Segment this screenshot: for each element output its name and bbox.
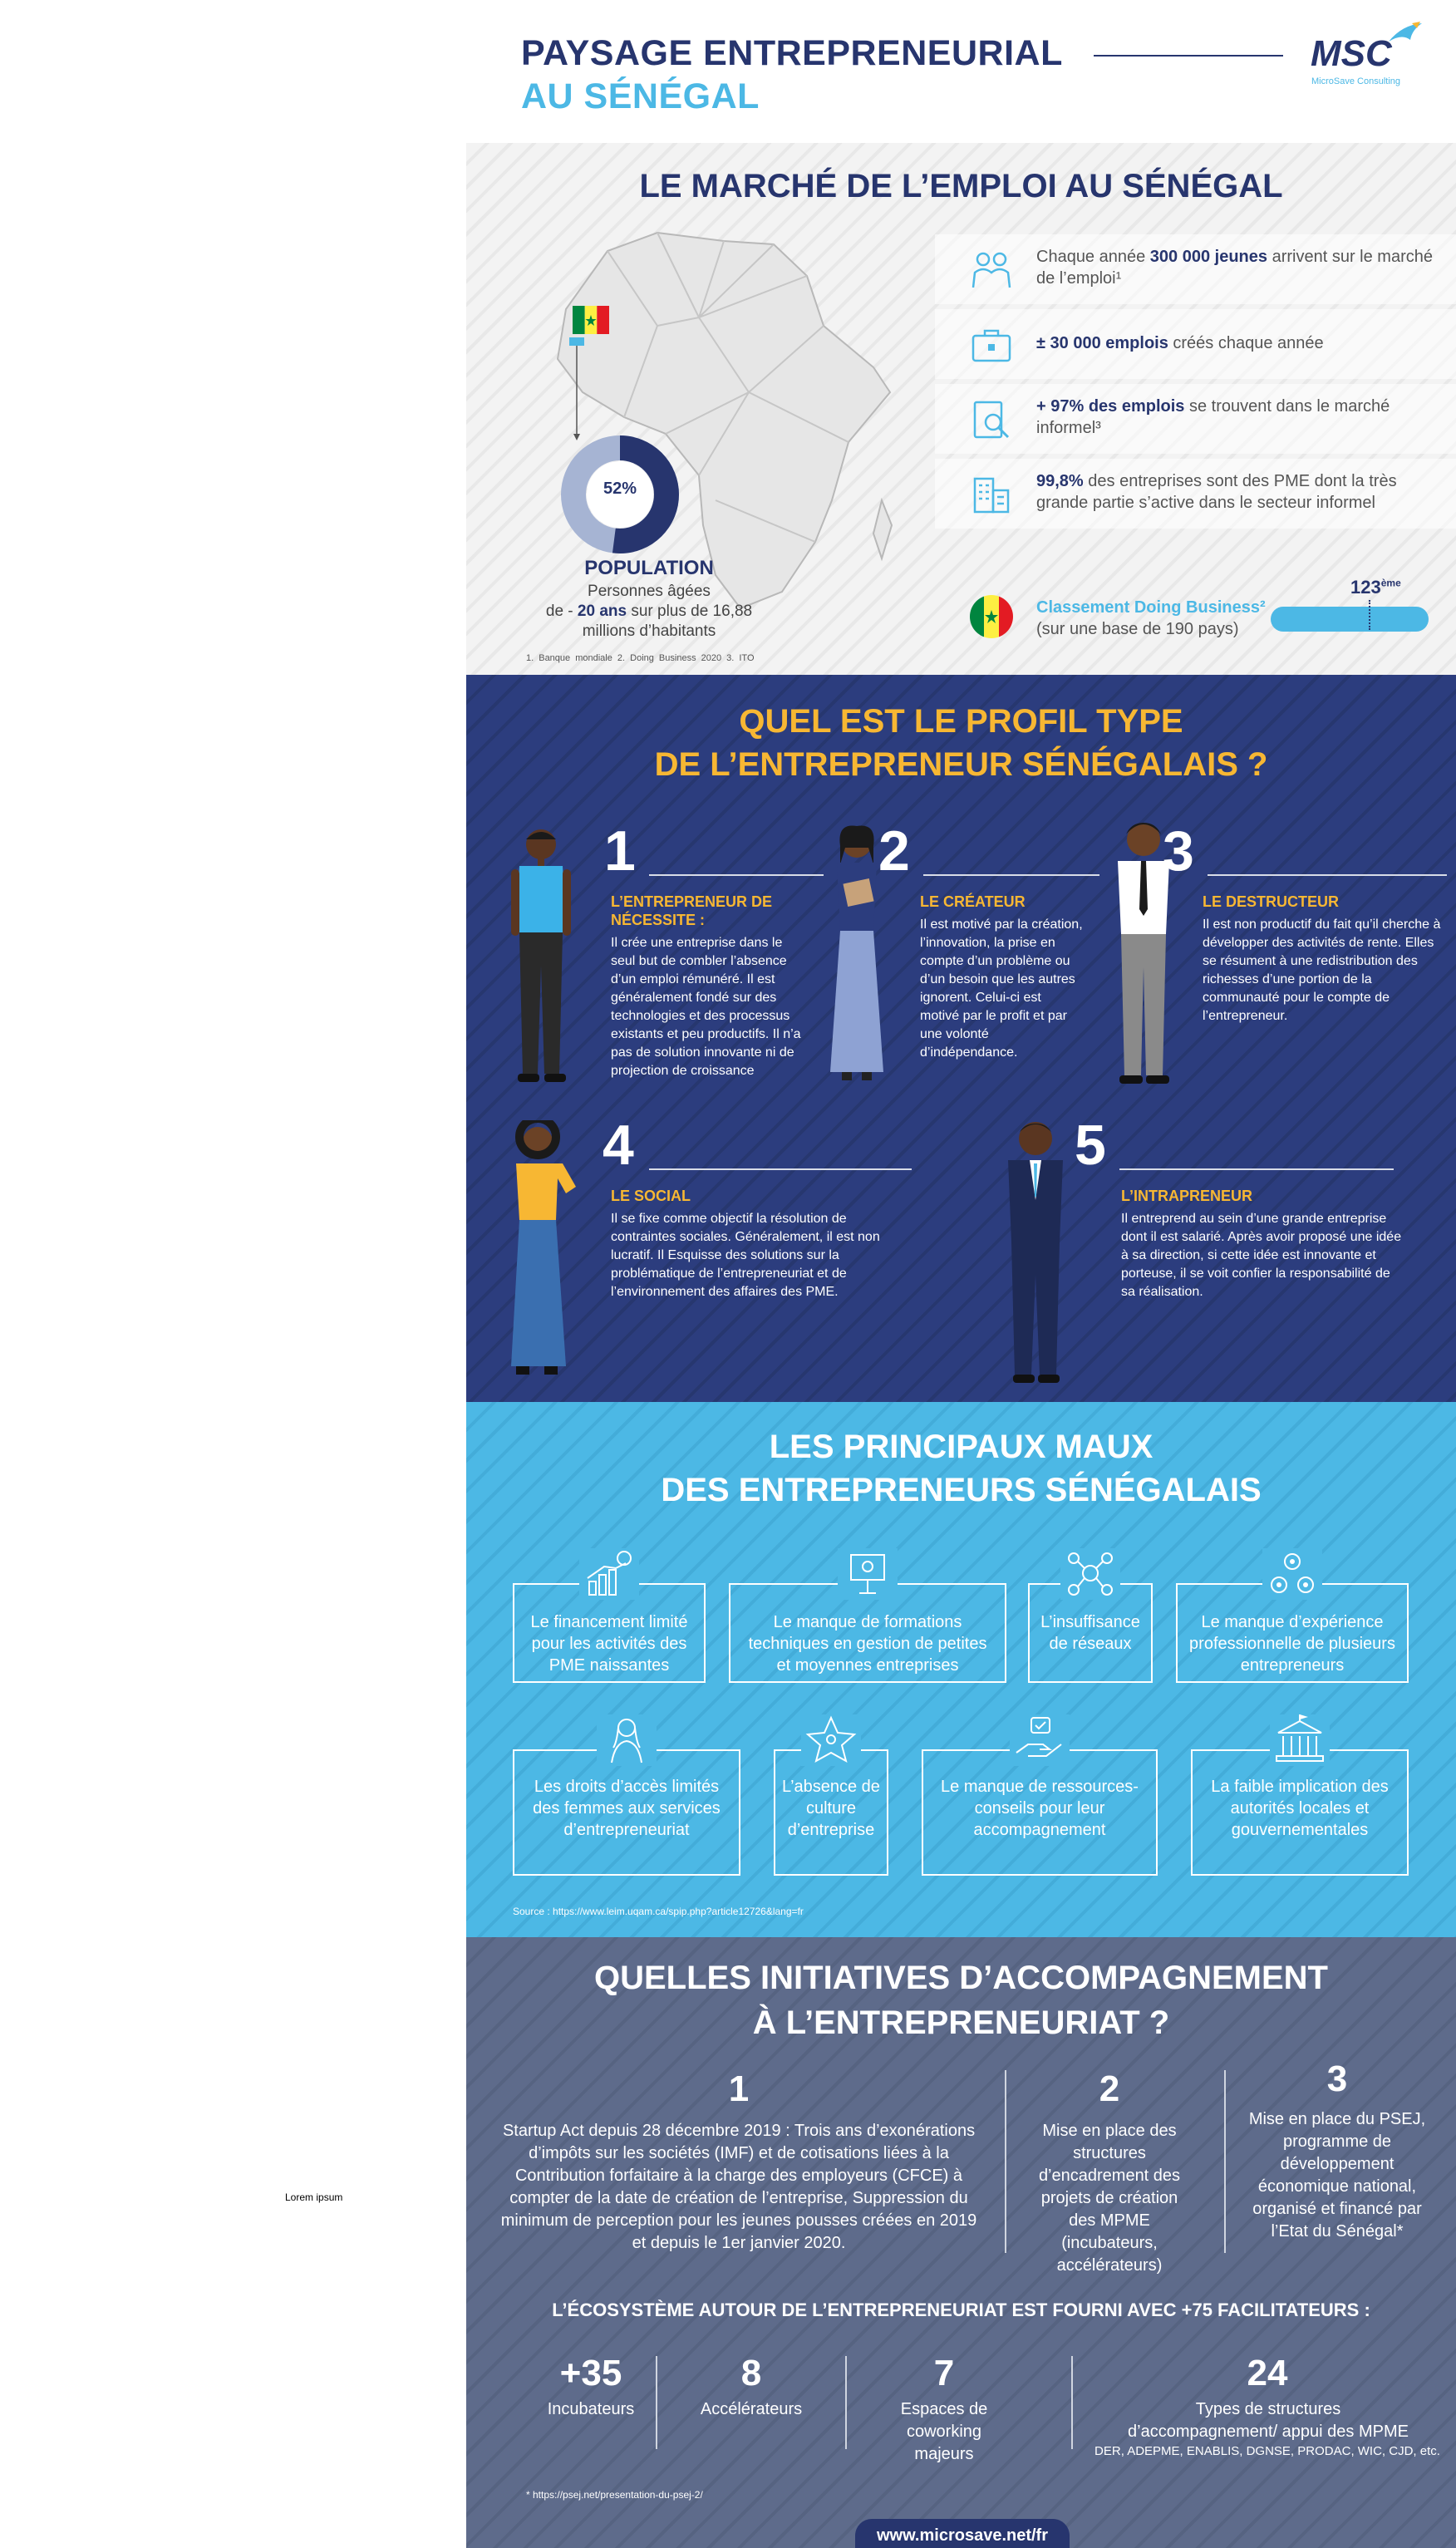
star-person-icon: [801, 1714, 861, 1766]
profile-title: L’INTRAPRENEUR: [1121, 1188, 1253, 1204]
logo-subtitle: MicroSave Consulting: [1311, 76, 1400, 86]
stat-text: [1036, 332, 1435, 354]
stray-label: Lorem ipsum: [285, 2191, 343, 2203]
man-casual-figure: [508, 824, 574, 1090]
initiative-description: Mise en place du PSEJ, programme de développement économique national, organisé et financé par l’Etat du Sénégal*: [1248, 2110, 1426, 2241]
initiatives-title-line2: À L’ENTREPRENEURIAT ?: [752, 2004, 1170, 2041]
stat-text: [1036, 396, 1435, 439]
ill-advisory-resources: [922, 1749, 1158, 1876]
people-icon: [968, 248, 1015, 294]
ill-business-culture: [774, 1749, 888, 1876]
initiative-divider: [1224, 2070, 1226, 2253]
stat-highlight: ± 30 000 emplois: [1036, 334, 1168, 352]
stat-young-arrivals: [935, 234, 1456, 304]
donut-percent-label: 52%: [603, 480, 637, 498]
section-profiles: [466, 675, 1456, 1402]
facilitator-label: Accélérateurs: [700, 2400, 803, 2418]
stat-highlight: 300 000 jeunes: [1149, 248, 1268, 266]
profile-number: 5: [1075, 1114, 1106, 1177]
initiative-description: Mise en place des structures d’encadrement des projets de création des MPME (incubateurs, accélérateurs): [1038, 2122, 1181, 2275]
ill-government: [1191, 1749, 1409, 1876]
initiatives-title-line1: QUELLES INITIATIVES D’ACCOMPAGNEMENT: [594, 1960, 1328, 1996]
briefcase-icon: [968, 322, 1015, 369]
profile-description: Il est motivé par la création, l’innovation, la prise en compte d’un problème ou d’un besoin que les autres ignorent. Celui-ci est motivé par le profit et par une volonté d’indépendance.: [920, 917, 1083, 1060]
ill-training: [729, 1583, 1006, 1683]
rank-suffix: ème: [1380, 577, 1401, 589]
ills-source: Source : https://www.leim.uqam.ca/spip.php?article12726&lang=fr: [513, 1906, 804, 1917]
ill-label: Les droits d’accès limités des femmes aux services d’entrepreneuriat: [533, 1778, 721, 1839]
stat-post: créés chaque année: [1168, 334, 1324, 352]
buildings-icon: [968, 472, 1015, 519]
section-title-profiles: [466, 700, 1456, 786]
presentation-board-icon: [838, 1548, 898, 1600]
doing-business-subtitle: (sur une base de 190 pays): [1036, 620, 1239, 638]
woman-social-figure: [499, 1120, 583, 1386]
stat-sme-share: [935, 459, 1456, 529]
profile-title: LE DESTRUCTEUR: [1203, 893, 1340, 910]
profile-divider: [923, 874, 1099, 876]
population-desc-line1: Personnes âgées: [588, 583, 711, 600]
facilitator-label: Incubateurs: [547, 2400, 635, 2418]
ill-label: L’absence de culture d’entreprise: [782, 1778, 880, 1839]
profile-number: 2: [878, 819, 910, 883]
population-title: POPULATION: [584, 557, 714, 579]
ill-networks: [1028, 1583, 1153, 1683]
ills-title-line2: DES ENTREPRENEURS SÉNÉGALAIS: [661, 1472, 1262, 1508]
profiles-title-line2: DE L’ENTREPRENEUR SÉNÉGALAIS ?: [654, 746, 1268, 783]
facilitator-number: 8: [740, 2353, 762, 2393]
ills-title-line1: LES PRINCIPAUX MAUX: [769, 1429, 1153, 1465]
facilitator-label: Espaces de coworking majeurs: [900, 2400, 988, 2463]
ill-financing: [513, 1583, 706, 1683]
msc-logo: MSC: [1311, 33, 1392, 74]
rank-value: 123: [1350, 577, 1381, 598]
section-title-ills: [466, 1425, 1456, 1512]
ill-label: Le manque d’expérience professionnelle de plusieurs entrepreneurs: [1189, 1613, 1395, 1675]
profile-title: L’ENTREPRENEUR DE NÉCESSITE :: [611, 893, 773, 928]
facilitator-number: 7: [933, 2353, 955, 2393]
profile-description: Il est non productif du fait qu’il cherche à développer des activités de rente. Elles se résument à une redistribution des richesses d’une portion de la communauté pour le compte de l’entrepreneur.: [1203, 917, 1441, 1023]
profile-divider: [649, 1168, 912, 1170]
stat-post: se trouvent dans le marché informel³: [1036, 397, 1390, 437]
rank-marker: [1369, 600, 1370, 630]
section-ills: [466, 1402, 1456, 1937]
page-title-line1: PAYSAGE ENTREPRENEURIAL: [521, 33, 1063, 73]
header: [466, 0, 1456, 143]
initiative-number: 1: [728, 2068, 750, 2109]
profile-number: 4: [603, 1114, 634, 1177]
ill-experience: [1176, 1583, 1409, 1683]
stat-text: [1036, 470, 1435, 514]
section-initiatives: [466, 1937, 1456, 2548]
chart-money-icon: [579, 1548, 639, 1600]
hand-support-icon: [1010, 1714, 1070, 1766]
profile-divider: [1119, 1168, 1394, 1170]
market-footnotes: 1. Banque mondiale 2. Doing Business 2020 3. ITO: [526, 653, 755, 663]
gears-icon: [1262, 1548, 1322, 1600]
ill-label: Le financement limité pour les activités des PME naissantes: [530, 1613, 688, 1675]
ill-label: Le manque de formations techniques en gestion de petites et moyennes entreprises: [748, 1613, 987, 1675]
profile-number: 1: [604, 819, 636, 883]
doing-business-title: Classement Doing Business²: [1036, 598, 1266, 617]
facilitator-divider: [1071, 2356, 1073, 2449]
population-desc-line3: millions d’habitants: [582, 622, 716, 640]
doing-business-rank-bar: [1271, 607, 1429, 632]
population-description: [516, 582, 782, 642]
section-title-initiatives: [466, 1955, 1456, 2045]
facilitator-number: +35: [559, 2353, 622, 2393]
stat-highlight: + 97% des emplois: [1036, 397, 1185, 416]
ill-label: L’insuffisance de réseaux: [1040, 1613, 1140, 1653]
initiatives-footnote: * https://psej.net/presentation-du-psej-2/: [526, 2489, 703, 2501]
population-desc-age: 20 ans: [577, 603, 627, 620]
location-pin-icon: [564, 336, 589, 444]
profile-title: LE SOCIAL: [611, 1188, 691, 1204]
profile-description: Il se fixe comme objectif la résolution de contraintes sociales. Généralement, il est non lucratif. Il Esquisse des solutions sur la problématique de l’entrepreneuriat et de l’environnement des affaires des PME.: [611, 1212, 880, 1299]
initiative-number: 3: [1326, 2059, 1348, 2099]
population-block: [516, 557, 782, 642]
profile-divider: [649, 874, 824, 876]
ill-label: Le manque de ressources-conseils pour leur accompagnement: [941, 1778, 1139, 1839]
facilitator-label: Types de structures d’accompagnement/ appui des MPME: [1128, 2400, 1409, 2441]
woman-icon: [597, 1714, 657, 1766]
senegal-flag-icon: [573, 306, 609, 334]
ill-label: La faible implication des autorités locales et gouvernementales: [1211, 1778, 1389, 1839]
infographic: [466, 0, 1456, 2548]
facilitator-divider: [656, 2356, 657, 2449]
initiative-divider: [1005, 2070, 1006, 2253]
ecosystem-title: L’ÉCOSYSTÈME AUTOUR DE L’ENTREPRENEURIAT EST FOURNI AVEC +75 FACILITATEURS :: [552, 2300, 1370, 2320]
website-link[interactable]: www.microsave.net/fr: [855, 2519, 1070, 2548]
profile-description: Il crée une entreprise dans le seul but de combler l’absence d’un emploi rémunéré. Il est généralement fondé sur des technologies et des processus existants et peu productifs. Il n’a pas de solution innovante ni de projection de croissance: [611, 936, 801, 1078]
profile-description: Il entreprend au sein d’une grande entreprise dont il est salarié. Après avoir proposé une idée à sa direction, si cette idée est innovante et porteuse, il se voit confier la responsabilité de sa réalisation.: [1121, 1212, 1402, 1299]
profiles-title-line1: QUEL EST LE PROFIL TYPE: [739, 703, 1183, 740]
stat-informal-jobs: [935, 384, 1456, 454]
header-divider: [1094, 55, 1283, 57]
stat-pre: Chaque année: [1036, 248, 1150, 266]
section-job-market: [466, 143, 1456, 675]
stat-jobs-created: [935, 309, 1456, 379]
stat-post: arrivent sur le marché de l’emploi¹: [1036, 248, 1433, 288]
government-building-icon: [1270, 1714, 1330, 1766]
initiative-number: 2: [1099, 2068, 1120, 2109]
network-icon: [1060, 1548, 1120, 1600]
population-desc-suffix: sur plus de 16,88: [627, 603, 753, 620]
profile-divider: [1208, 874, 1447, 876]
initiative-description: Startup Act depuis 28 décembre 2019 : Trois ans d’exonérations d’impôts sur les sociétés (IMF) et de cotisations liées à la Contribution forfaitaire à la charge des employeurs (CFCE) à compter de la date de création de l’entreprise, Suppression du minimum de perception pour les jeunes pousses créées en 2019 et depuis le 1er janvier 2020.: [500, 2122, 977, 2252]
stat-highlight: 99,8%: [1036, 472, 1084, 490]
population-desc-prefix: de -: [545, 603, 578, 620]
facilitator-divider: [845, 2356, 847, 2449]
bird-icon: [1387, 22, 1424, 47]
page-title-line2: AU SÉNÉGAL: [521, 76, 760, 116]
stat-post: des entreprises sont des PME dont la très grande partie s’active dans le secteur informel: [1036, 472, 1397, 512]
facilitator-sublabel: DER, ADEPME, ENABLIS, DGNSE, PRODAC, WIC, CJD, etc.: [1094, 2444, 1440, 2458]
section-title-market: LE MARCHÉ DE L’EMPLOI AU SÉNÉGAL: [639, 168, 1283, 204]
profile-number: 3: [1163, 819, 1194, 883]
facilitator-number: 24: [1247, 2353, 1288, 2393]
profile-title: LE CRÉATEUR: [920, 893, 1026, 910]
document-search-icon: [968, 397, 1015, 444]
man-suit-figure: [998, 1117, 1073, 1391]
stat-text: [1036, 246, 1435, 289]
doing-business-rank: [1350, 577, 1401, 598]
ill-women-access: [513, 1749, 740, 1876]
senegal-flag-circle-icon: [968, 593, 1015, 640]
